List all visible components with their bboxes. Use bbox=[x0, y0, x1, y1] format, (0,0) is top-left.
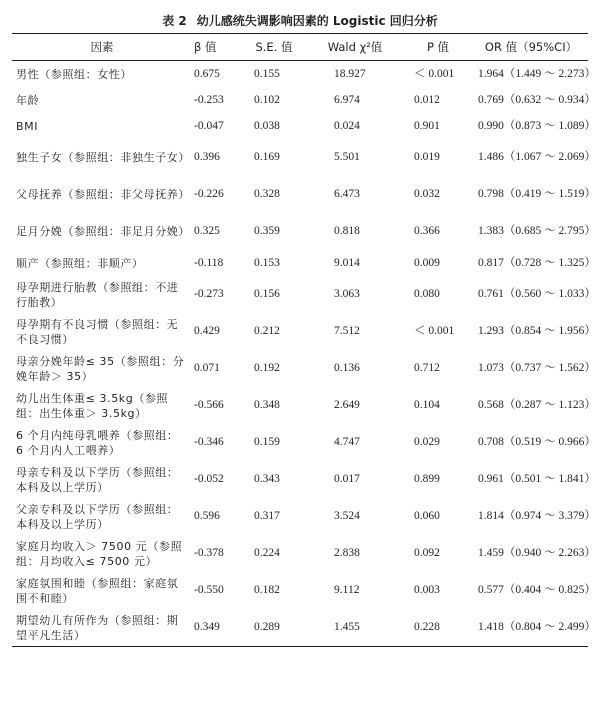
wald-cell: 9.112 bbox=[334, 584, 360, 596]
factor-cell: 母亲专科及以下学历（参照组：本科及以上学历） bbox=[16, 465, 179, 494]
header-factor: 因素 bbox=[90, 40, 114, 54]
se-cell: 0.289 bbox=[254, 621, 280, 633]
p-cell: 0.899 bbox=[414, 473, 440, 485]
beta-cell: -0.273 bbox=[194, 288, 224, 300]
table-row bbox=[12, 61, 588, 88]
table-row bbox=[12, 387, 588, 424]
p-cell: ＜ 0.001 bbox=[414, 325, 455, 337]
wald-cell: 0.024 bbox=[334, 119, 360, 132]
table-caption bbox=[0, 12, 600, 29]
se-cell: 0.192 bbox=[254, 362, 280, 374]
table-row bbox=[12, 313, 588, 350]
wald-cell: 18.927 bbox=[334, 67, 366, 80]
se-cell: 0.159 bbox=[254, 436, 280, 448]
table-row bbox=[12, 176, 588, 213]
beta-cell: 0.071 bbox=[194, 362, 220, 374]
se-cell: 0.038 bbox=[254, 119, 280, 132]
factor-cell: 母孕期进行胎教（参照组：不进行胎教） bbox=[16, 280, 179, 309]
factor-cell: 6 个月内纯母乳喂养（参照组：6 个月内人工喂养） bbox=[16, 428, 179, 457]
table-row bbox=[12, 350, 588, 387]
beta-cell: 0.396 bbox=[194, 151, 220, 163]
p-cell: 0.901 bbox=[414, 119, 440, 132]
wald-cell: 2.838 bbox=[334, 547, 360, 559]
factor-cell: 独生子女（参照组：非独生子女） bbox=[16, 151, 190, 164]
table-row bbox=[12, 535, 588, 572]
se-cell: 0.182 bbox=[254, 584, 280, 596]
se-cell: 0.212 bbox=[254, 325, 280, 337]
wald-cell: 3.524 bbox=[334, 510, 360, 522]
table-row bbox=[12, 609, 588, 647]
header-beta: β 值 bbox=[194, 40, 217, 54]
p-cell: 0.092 bbox=[414, 547, 440, 559]
beta-cell: -0.253 bbox=[194, 93, 224, 106]
factor-cell: 母亲分娩年龄≤ 35（参照组：分娩年龄＞ 35） bbox=[16, 354, 185, 383]
header-se: S.E. 值 bbox=[255, 40, 293, 54]
p-cell: 0.104 bbox=[414, 399, 440, 411]
or-cell: 0.761（0.560 ～ 1.033） bbox=[478, 288, 596, 300]
beta-cell: 0.675 bbox=[194, 67, 220, 80]
wald-cell: 0.017 bbox=[334, 473, 360, 485]
wald-cell: 3.063 bbox=[334, 288, 360, 300]
factor-cell: 顺产（参照组：非顺产） bbox=[16, 256, 144, 270]
table-row bbox=[12, 87, 588, 113]
table-row bbox=[12, 250, 588, 276]
factor-cell: BMI bbox=[16, 119, 39, 133]
beta-cell: -0.566 bbox=[194, 399, 224, 411]
se-cell: 0.224 bbox=[254, 547, 280, 559]
wald-cell: 2.649 bbox=[334, 399, 360, 411]
or-cell: 0.769（0.632 ～ 0.934） bbox=[478, 93, 596, 106]
table-header-row bbox=[12, 34, 588, 61]
beta-cell: 0.349 bbox=[194, 621, 220, 633]
p-cell: 0.060 bbox=[414, 510, 440, 522]
wald-cell: 1.455 bbox=[334, 621, 360, 633]
beta-cell: 0.429 bbox=[194, 325, 220, 337]
wald-cell: 5.501 bbox=[334, 151, 360, 163]
table-number: 表 2 bbox=[162, 14, 187, 28]
table-row bbox=[12, 276, 588, 313]
header-or: OR 值（95%CI） bbox=[484, 40, 578, 54]
regression-table bbox=[12, 33, 596, 647]
se-cell: 0.153 bbox=[254, 256, 280, 269]
beta-cell: -0.118 bbox=[194, 256, 224, 269]
p-cell: 0.080 bbox=[414, 288, 440, 300]
se-cell: 0.169 bbox=[254, 151, 280, 163]
wald-cell: 9.014 bbox=[334, 256, 360, 269]
p-cell: 0.009 bbox=[414, 256, 440, 269]
p-cell: 0.029 bbox=[414, 436, 440, 448]
beta-cell: -0.047 bbox=[194, 119, 224, 132]
factor-cell: 期望幼儿有所作为（参照组：期望平凡生活） bbox=[16, 613, 179, 642]
table-row bbox=[12, 461, 588, 498]
factor-cell: 家庭月均收入＞ 7500 元（参照组：月均收入≤ 7500 元） bbox=[16, 539, 183, 568]
beta-cell: -0.550 bbox=[194, 584, 224, 596]
table-row bbox=[12, 498, 588, 535]
or-cell: 1.964（1.449 ～ 2.273） bbox=[478, 67, 596, 80]
factor-cell: 足月分娩（参照组：非足月分娩） bbox=[16, 225, 190, 238]
se-cell: 0.156 bbox=[254, 288, 280, 300]
table-row bbox=[12, 424, 588, 461]
or-cell: 0.577（0.404 ～ 0.825） bbox=[478, 584, 596, 596]
beta-cell: -0.226 bbox=[194, 188, 224, 200]
or-cell: 0.990（0.873 ～ 1.089） bbox=[478, 119, 596, 132]
wald-cell: 7.512 bbox=[334, 325, 360, 337]
beta-cell: -0.378 bbox=[194, 547, 224, 559]
factor-cell: 年龄 bbox=[16, 93, 40, 107]
or-cell: 0.798（0.419 ～ 1.519） bbox=[478, 188, 596, 200]
p-cell: 0.032 bbox=[414, 188, 440, 200]
beta-cell: -0.346 bbox=[194, 436, 224, 448]
p-cell: 0.712 bbox=[414, 362, 440, 374]
or-cell: 1.418（0.804 ～ 2.499） bbox=[478, 621, 596, 633]
se-cell: 0.359 bbox=[254, 225, 280, 237]
table-row bbox=[12, 139, 588, 176]
wald-cell: 0.818 bbox=[334, 225, 360, 237]
wald-cell: 0.136 bbox=[334, 362, 360, 374]
wald-cell: 4.747 bbox=[334, 436, 360, 448]
beta-cell: -0.052 bbox=[194, 473, 224, 485]
or-cell: 0.568（0.287 ～ 1.123） bbox=[478, 399, 596, 411]
p-cell: 0.366 bbox=[414, 225, 440, 237]
or-cell: 1.383（0.685 ～ 2.795） bbox=[478, 225, 596, 237]
header-p: P 值 bbox=[426, 40, 450, 54]
table-row bbox=[12, 572, 588, 609]
se-cell: 0.102 bbox=[254, 93, 280, 106]
factor-cell: 父亲专科及以下学历（参照组：本科及以上学历） bbox=[16, 502, 179, 531]
factor-cell: 母孕期有不良习惯（参照组：无不良习惯） bbox=[16, 317, 179, 346]
wald-cell: 6.974 bbox=[334, 93, 360, 106]
wald-cell: 6.473 bbox=[334, 188, 360, 200]
factor-cell: 男性（参照组：女性） bbox=[16, 67, 132, 81]
factor-cell: 父母抚养（参照组：非父母抚养） bbox=[16, 188, 190, 201]
or-cell: 1.459（0.940 ～ 2.263） bbox=[478, 547, 596, 559]
factor-cell: 幼儿出生体重≤ 3.5kg（参照组：出生体重＞ 3.5kg） bbox=[16, 391, 169, 420]
se-cell: 0.343 bbox=[254, 473, 280, 485]
se-cell: 0.317 bbox=[254, 510, 280, 522]
p-cell: 0.228 bbox=[414, 621, 440, 633]
header-wald: Wald χ²值 bbox=[327, 40, 383, 54]
table-title: 幼儿感统失调影响因素的 Logistic 回归分析 bbox=[196, 14, 438, 28]
or-cell: 0.817（0.728 ～ 1.325） bbox=[478, 256, 596, 269]
beta-cell: 0.325 bbox=[194, 225, 220, 237]
table-row bbox=[12, 213, 588, 250]
or-cell: 1.814（0.974 ～ 3.379） bbox=[478, 510, 596, 522]
se-cell: 0.328 bbox=[254, 188, 280, 200]
or-cell: 0.708（0.519 ～ 0.966） bbox=[478, 436, 596, 448]
p-cell: 0.003 bbox=[414, 584, 440, 596]
factor-cell: 家庭氛围和睦（参照组：家庭氛围不和睦） bbox=[16, 576, 179, 605]
p-cell: 0.012 bbox=[414, 93, 440, 106]
p-cell: ＜ 0.001 bbox=[414, 67, 455, 80]
beta-cell: 0.596 bbox=[194, 510, 220, 522]
p-cell: 0.019 bbox=[414, 151, 440, 163]
se-cell: 0.348 bbox=[254, 399, 280, 411]
or-cell: 1.293（0.854 ～ 1.956） bbox=[478, 325, 596, 337]
or-cell: 1.073（0.737 ～ 1.562） bbox=[478, 362, 596, 374]
table-row bbox=[12, 113, 588, 139]
or-cell: 0.961（0.501 ～ 1.841） bbox=[478, 473, 596, 485]
se-cell: 0.155 bbox=[254, 67, 280, 80]
or-cell: 1.486（1.067 ～ 2.069） bbox=[478, 151, 596, 163]
